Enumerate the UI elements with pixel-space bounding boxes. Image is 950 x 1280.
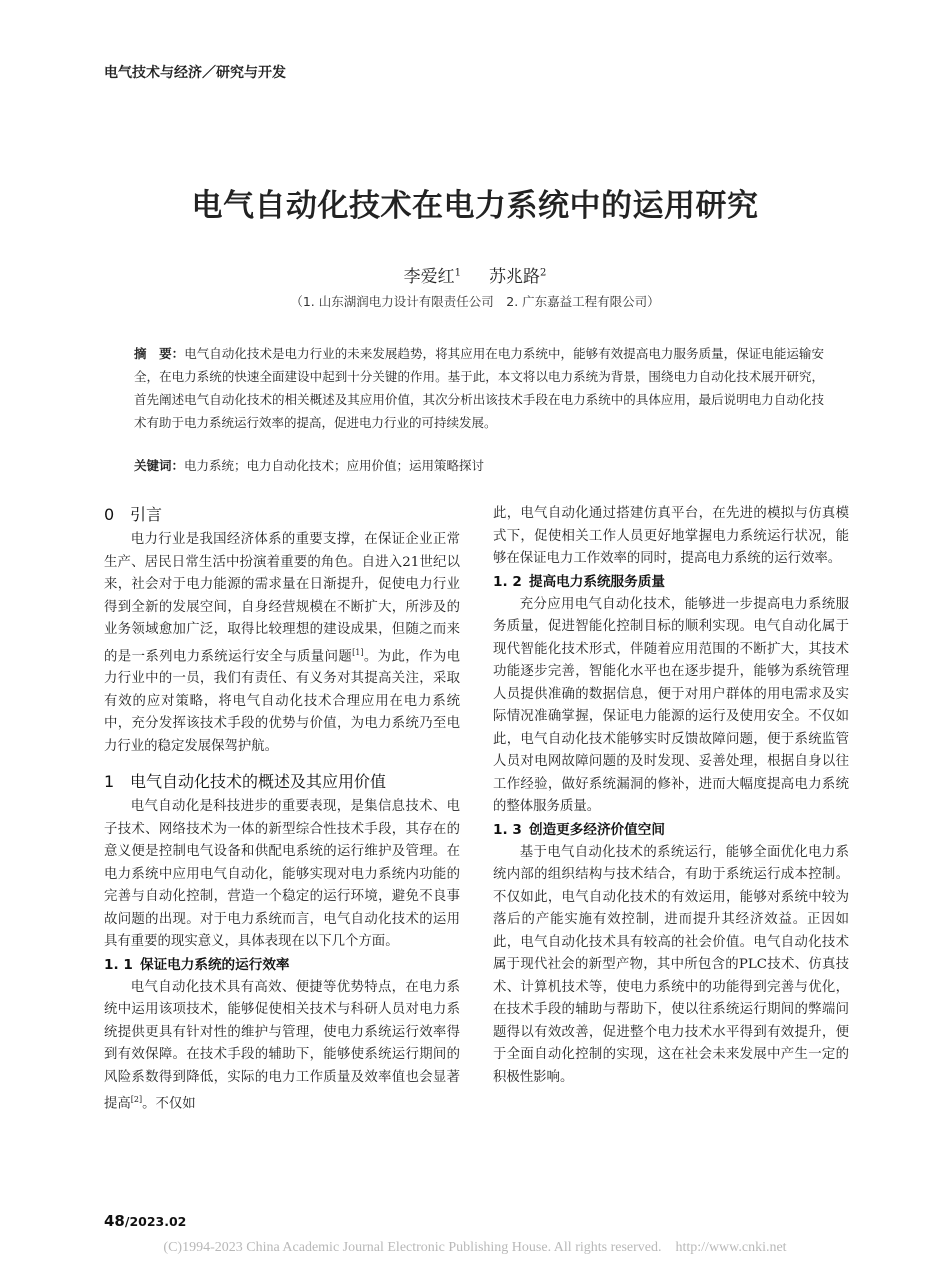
- section-heading: [104, 770, 460, 794]
- subsection-number: 1. 2: [493, 573, 522, 590]
- author-sup: 1: [454, 267, 461, 279]
- paragraph: 电气自动化是科技进步的重要表现，是集信息技术、电子技术、网络技术为一体的新型综合性技术手段，其存在的意义便是控制电气设备和供配电系统的运行维护及管理。在电力系统中应用电气自动化，能够实现对电力系统内功能的完善与自动化控制，营造一个稳定的运行环境，避免不良事故问题的出现。对于电力系统而言，电气自动化技术的运用具有重要的现实意义，具体表现在以下几个方面。: [104, 799, 460, 950]
- page-folio: [104, 1212, 186, 1230]
- citation: [2]: [130, 1095, 143, 1105]
- section-heading: [104, 503, 460, 527]
- page-number: 48: [104, 1212, 125, 1230]
- affiliations: （1. 山东湖润电力设计有限责任公司 2. 广东嘉益工程有限公司）: [290, 294, 660, 309]
- subsection-heading: [493, 571, 849, 594]
- paragraph-continued: 此，电气自动化通过搭建仿真平台，在先进的模拟与仿真模式下，促使相关工作人员更好地掌握电力系统运行状况，能够在保证电力工作效率的同时，提高电力系统的运行效率。: [493, 506, 849, 566]
- section-title: 引言: [130, 505, 163, 524]
- keywords: [134, 456, 824, 476]
- author-name: 李爱红: [403, 267, 455, 287]
- issue-date: /2023.02: [124, 1214, 187, 1229]
- keywords-label: 关键词：: [134, 458, 185, 473]
- subsection-number: 1. 1: [104, 956, 133, 973]
- section-number: 1: [104, 772, 115, 792]
- subsection-title: 保证电力系统的运行效率: [140, 956, 290, 973]
- abstract-text: 电气自动化技术是电力行业的未来发展趋势，将其应用在电力系统中，能够有效提高电力服务质量，保证电能运输安全，在电力系统的快速全面建设中起到十分关键的作用。基于此，本文将以电力系统为背景，围绕电力自动化技术展开研究，首先阐述电气自动化技术的相关概述及其应用价值，其次分析出该技术手段在电力系统中的具体应用，最后说明电力自动化技术有助于电力系统运行效率的提高，促进电力行业的可持续发展。: [134, 346, 824, 430]
- copyright-watermark: (C)1994-2023 China Academic Journal Electronic Publishing House. All rights reserved. http://www.cnki.net: [163, 1240, 787, 1255]
- section-title: 电气自动化技术的概述及其应用价值: [130, 772, 387, 792]
- subsection-number: 1. 3: [493, 821, 522, 838]
- subsection-heading: [493, 819, 849, 842]
- abstract: [134, 342, 824, 434]
- paragraph: 基于电气自动化技术的系统运行，能够全面优化电力系统内部的组织结构与技术结合，有助于系统运行成本控制。不仅如此，电气自动化技术的有效运用，能够对系统中较为落后的产能实施有效控制，进而提升其经济效益。正因如此，电气自动化技术具有较高的社会价值。电气自动化技术属于现代社会的新型产物，其中所包含的PLC技术、仿真技术、计算机技术等，使电力系统中的功能得到完善与优化，在技术手段的辅助与帮助下，使以往系统运行期间的弊端问题得以有效改善，促进整个电力技术水平得到有效提升，便于全面自动化控制的实现，这在社会未来发展中产生一定的积极性影响。: [493, 844, 849, 1085]
- author-name: 苏兆路: [489, 267, 540, 287]
- subsection-heading: [104, 954, 460, 977]
- left-column: [104, 503, 460, 1116]
- subsection-title: 提高电力系统服务质量: [529, 573, 665, 590]
- author-sup: 2: [540, 267, 547, 279]
- running-head: 电气技术与经济／研究与开发: [104, 65, 286, 81]
- article-title: 电气自动化技术在电力系统中的运用研究: [191, 188, 759, 224]
- abstract-label: 摘 要：: [134, 346, 185, 361]
- right-column: [493, 503, 849, 1089]
- authors: [0, 262, 950, 287]
- paragraph: 电气自动化技术具有高效、便捷等优势特点，在电力系统中运用该项技术，能够促使相关技术与科研人员对电力系统提供更具有针对性的维护与管理，使电力系统运行效率得到有效保障。在技术手段的辅助下，能够使系统运行期间的风险系数得到降低，实际的电力工作质量及效率值也会显著提高[2]。不仅如: [104, 979, 460, 1112]
- keywords-text: 电力系统；电力自动化技术；应用价值；运用策略探讨: [184, 458, 485, 473]
- section-number: 0: [104, 505, 115, 524]
- subsection-title: 创造更多经济价值空间: [529, 821, 665, 838]
- citation: [1]: [352, 647, 364, 657]
- paragraph: 电力行业是我国经济体系的重要支撑，在保证企业正常生产、居民日常生活中扮演着重要的角色。自进入21世纪以来，社会对于电力能源的需求量在日渐提升，促使电力行业得到全新的发展空间，自身经营规模在不断扩大，所涉及的业务领域愈加广泛，取得比较理想的建设成果，但随之而来的是一系列电力系统运行安全与质量问题[1]。为此，作为电力行业中的一员，我们有责任、有义务对其提高关注，采取有效的应对策略，将电气自动化技术合理应用在电力系统中，充分发挥该技术手段的优势与价值，为电力系统乃至电力行业的稳定发展保驾护航。: [104, 532, 461, 754]
- paragraph: 充分应用电气自动化技术，能够进一步提高电力系统服务质量，促进智能化控制目标的顺利实现。电气自动化属于现代智能化技术形式，伴随着应用范围的不断扩大，其技术功能逐步完善，智能化水平也在逐步提升，能够为系统管理人员提供准确的数据信息，便于对用户群体的用电需求及实际情况准确掌握，保证电力能源的运行及使用安全。不仅如此，电气自动化技术能够实时反馈故障问题，便于系统监管人员对电网故障问题的及时发现、妥善处理，根据自身以往工作经验，做好系统漏洞的修补，进而大幅度提高电力系统的整体服务质量。: [493, 596, 849, 814]
